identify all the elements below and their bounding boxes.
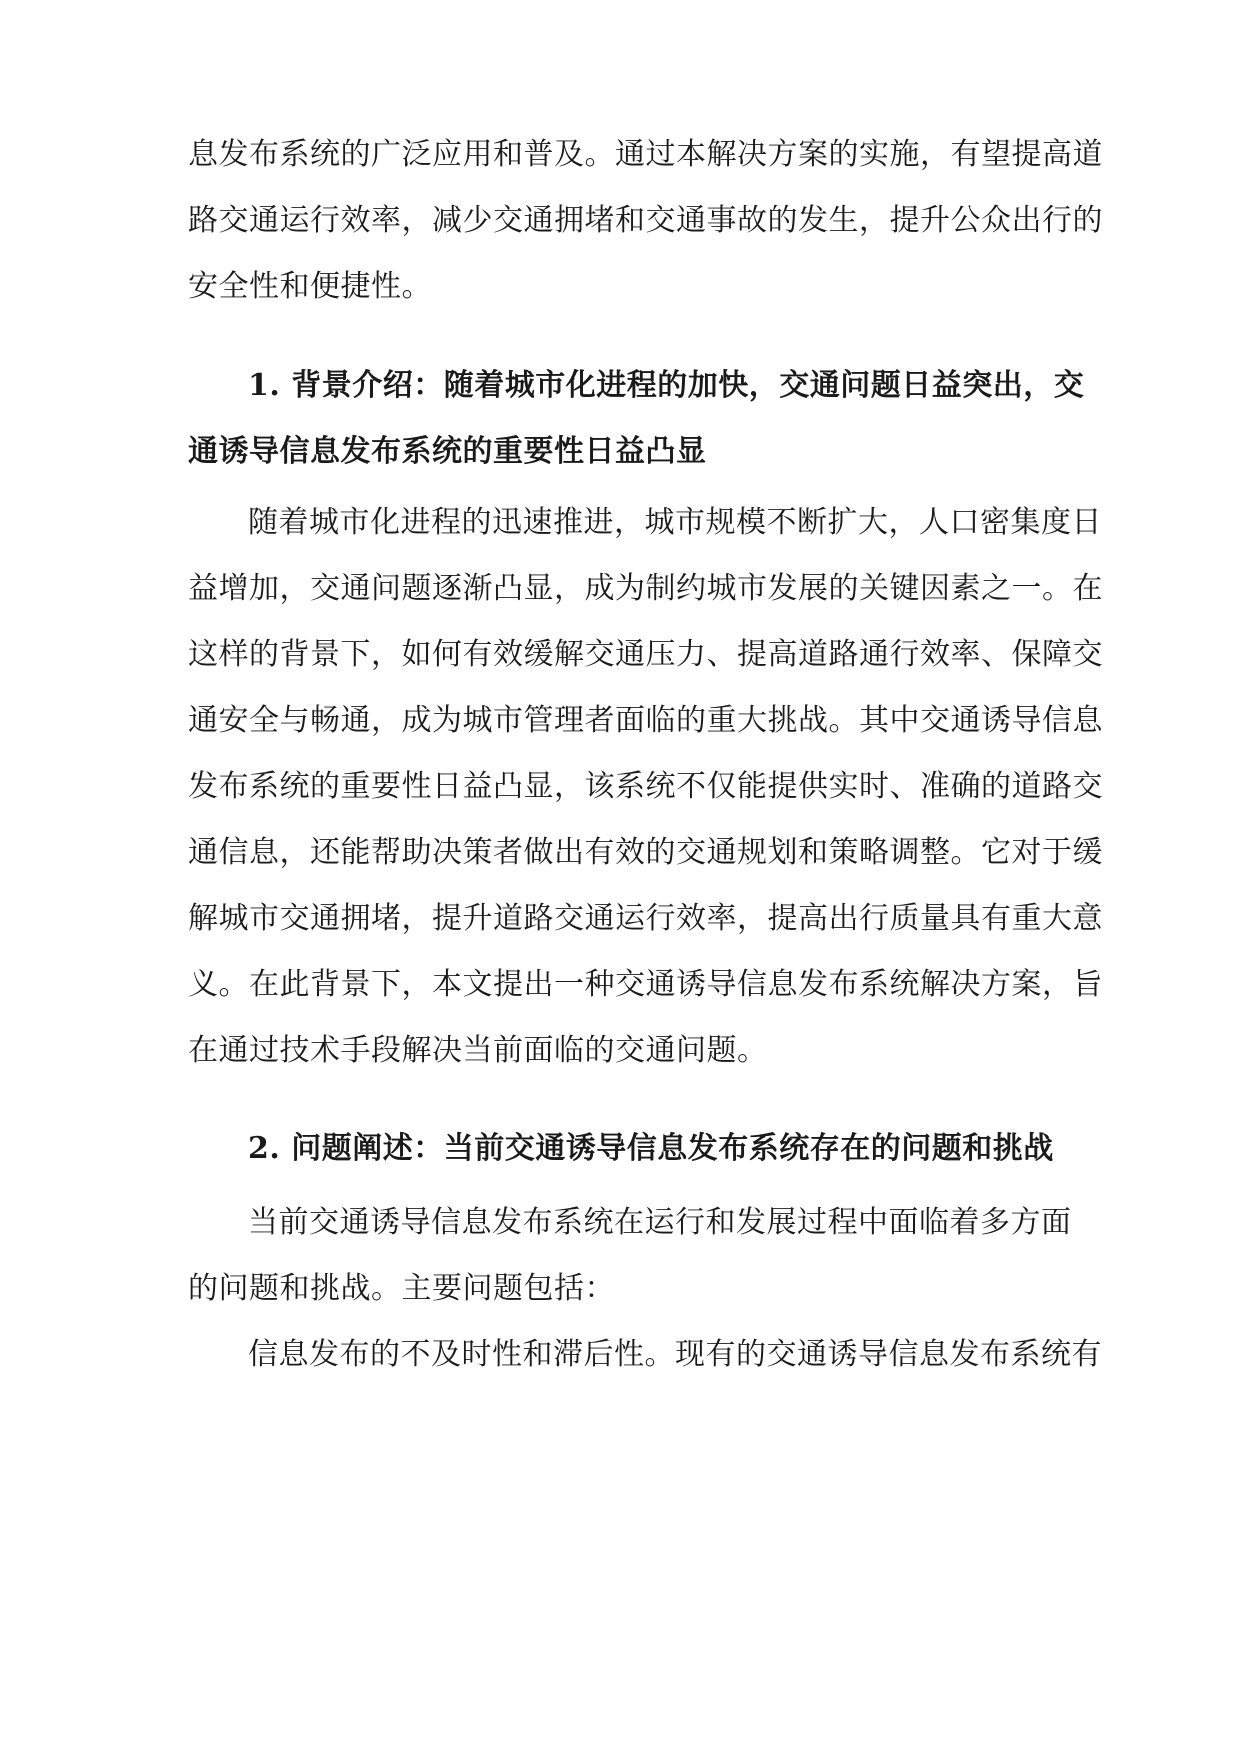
section-heading: 2. 问题阐述：当前交通诱导信息发布系统存在的问题和挑战	[248, 1131, 1054, 1166]
paragraph-line: 义。在此背景下，本文提出一种交通诱导信息发布系统解决方案，旨	[188, 967, 1103, 1002]
paragraph-line: 这样的背景下，如何有效缓解交通压力、提高道路通行效率、保障交	[188, 637, 1103, 672]
paragraph-line: 益增加，交通问题逐渐凸显，成为制约城市发展的关键因素之一。在	[188, 571, 1103, 606]
section-heading: 通诱导信息发布系统的重要性日益凸显	[188, 434, 707, 469]
paragraph-line: 在通过技术手段解决当前面临的交通问题。	[188, 1033, 768, 1068]
paragraph-line: 发布系统的重要性日益凸显，该系统不仅能提供实时、准确的道路交	[188, 769, 1103, 804]
paragraph-line: 通安全与畅通，成为城市管理者面临的重大挑战。其中交通诱导信息	[188, 703, 1103, 738]
paragraph-line: 当前交通诱导信息发布系统在运行和发展过程中面临着多方面	[248, 1205, 1072, 1240]
paragraph-line: 的问题和挑战。主要问题包括：	[188, 1271, 615, 1306]
section-heading: 1. 背景介绍：随着城市化进程的加快，交通问题日益突出，交	[248, 368, 1085, 403]
paragraph-line: 解城市交通拥堵，提升道路交通运行效率，提高出行质量具有重大意	[188, 901, 1103, 936]
paragraph-line: 随着城市化进程的迅速推进，城市规模不断扩大，人口密集度日	[248, 505, 1102, 540]
paragraph-line: 信息发布的不及时性和滞后性。现有的交通诱导信息发布系统有	[248, 1337, 1102, 1372]
paragraph-line: 路交通运行效率，减少交通拥堵和交通事故的发生，提升公众出行的	[188, 203, 1103, 238]
paragraph-line: 通信息，还能帮助决策者做出有效的交通规划和策略调整。它对于缓	[188, 835, 1103, 870]
paragraph-line: 息发布系统的广泛应用和普及。通过本解决方案的实施，有望提高道	[188, 137, 1103, 172]
paragraph-line: 安全性和便捷性。	[188, 269, 432, 304]
